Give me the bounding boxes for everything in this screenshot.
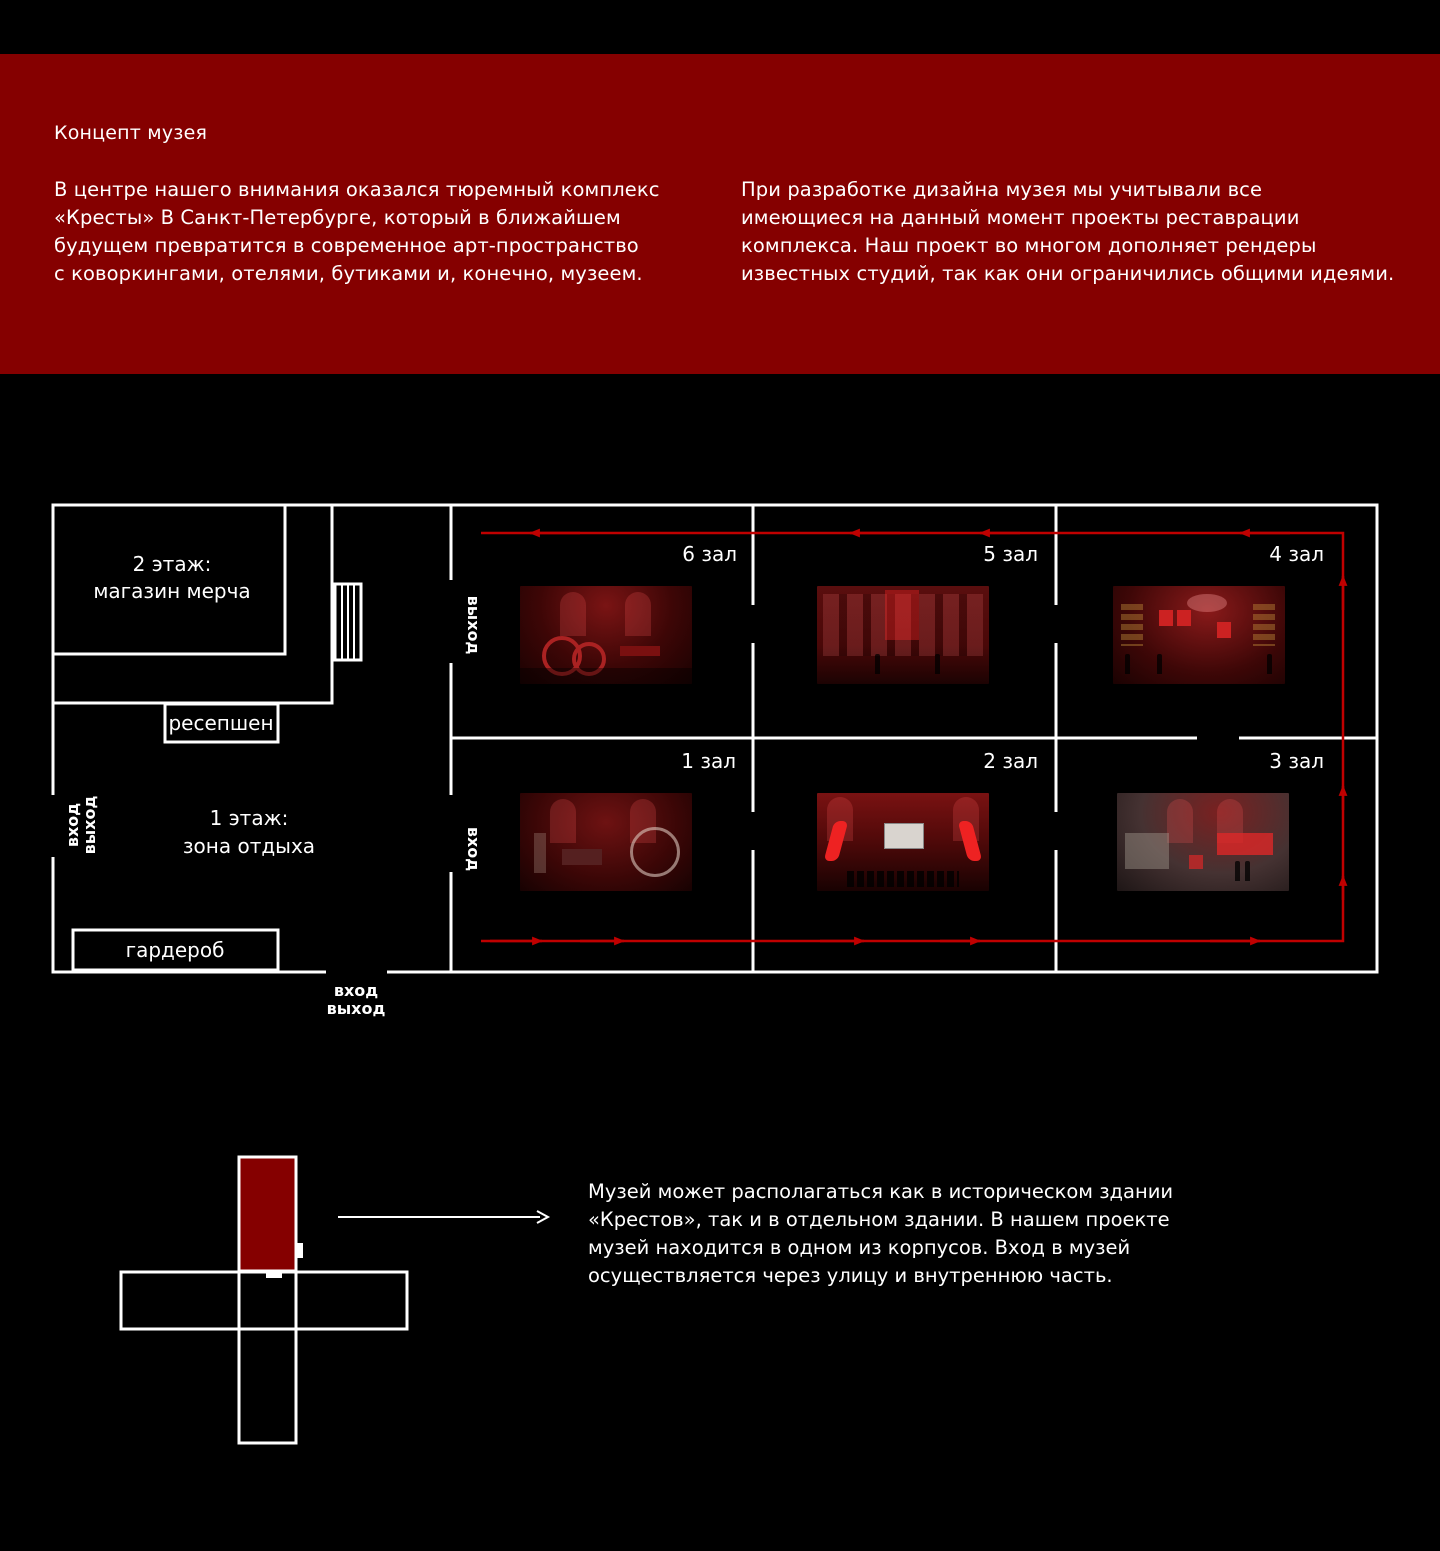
inner-entrance bbox=[266, 1272, 282, 1278]
shop-label-name: магазин мерча bbox=[93, 579, 251, 603]
concept-intro-left: В центре нашего внимания оказался тюремный комплекс «Кресты» В Санкт-Петербурге, который в ближайшем будущем превратится в современное арт-пространство с коворкингами, отелями, бутиками и, конечно, музеем. bbox=[54, 178, 660, 285]
shop-label-floor: 2 этаж: bbox=[132, 552, 212, 576]
gallery-entry-text: вход bbox=[464, 826, 483, 872]
reception-label: ресепшен bbox=[168, 711, 274, 735]
cross-complex bbox=[121, 1272, 407, 1443]
concept-intro-right: При разработке дизайна музея мы учитывали все имеющиеся на данный момент проекты реставрации комплекса. Наш проект во многом дополняет рендеры известных студий, так как они ограничились общими идеями. bbox=[741, 178, 1395, 285]
side-door-label bbox=[63, 796, 99, 855]
site-description: Музей может располагаться как в историческом здании «Крестов», так и в отдельном здании. В нашем проекте музей находится в одном из корпусов. Вход в музей осуществляется через улицу и внутреннюю часть. bbox=[588, 1180, 1174, 1287]
concept-title: Концепт музея bbox=[54, 122, 208, 144]
arrow-right-icon bbox=[338, 1211, 548, 1223]
museum-floor-plan bbox=[0, 490, 1440, 1030]
hall-2-render bbox=[817, 793, 989, 891]
hall-6-render bbox=[520, 586, 692, 684]
lounge-label-floor: 1 этаж: bbox=[209, 806, 289, 830]
hall-label-3: 3 зал bbox=[1269, 749, 1324, 773]
hall-3-render bbox=[1117, 793, 1289, 891]
hall-label-2: 2 зал bbox=[983, 749, 1038, 773]
hall-label-4: 4 зал bbox=[1269, 542, 1324, 566]
gallery-entry-label bbox=[464, 827, 483, 871]
street-entrance bbox=[296, 1243, 303, 1258]
hall-label-6: 6 зал bbox=[682, 542, 737, 566]
plan-walls bbox=[53, 505, 1377, 972]
gallery-exit-text: выход bbox=[464, 595, 483, 655]
lounge-label-name: зона отдыха bbox=[182, 834, 316, 858]
wardrobe-label: гардероб bbox=[125, 938, 225, 962]
hall-label-1: 1 зал bbox=[681, 749, 736, 773]
site-diagram bbox=[0, 1140, 560, 1460]
side-door-line2: выход bbox=[80, 795, 99, 855]
bottom-door-line1: вход bbox=[333, 981, 379, 1000]
hall-1-render bbox=[520, 793, 692, 891]
gallery-exit-label bbox=[464, 596, 483, 655]
hall-5-render bbox=[817, 586, 989, 684]
hall-label-5: 5 зал bbox=[983, 542, 1038, 566]
hall-4-render bbox=[1113, 586, 1285, 684]
side-door-line1: вход bbox=[63, 802, 82, 848]
museum-building bbox=[239, 1157, 296, 1271]
bottom-door-line2: выход bbox=[326, 999, 386, 1018]
